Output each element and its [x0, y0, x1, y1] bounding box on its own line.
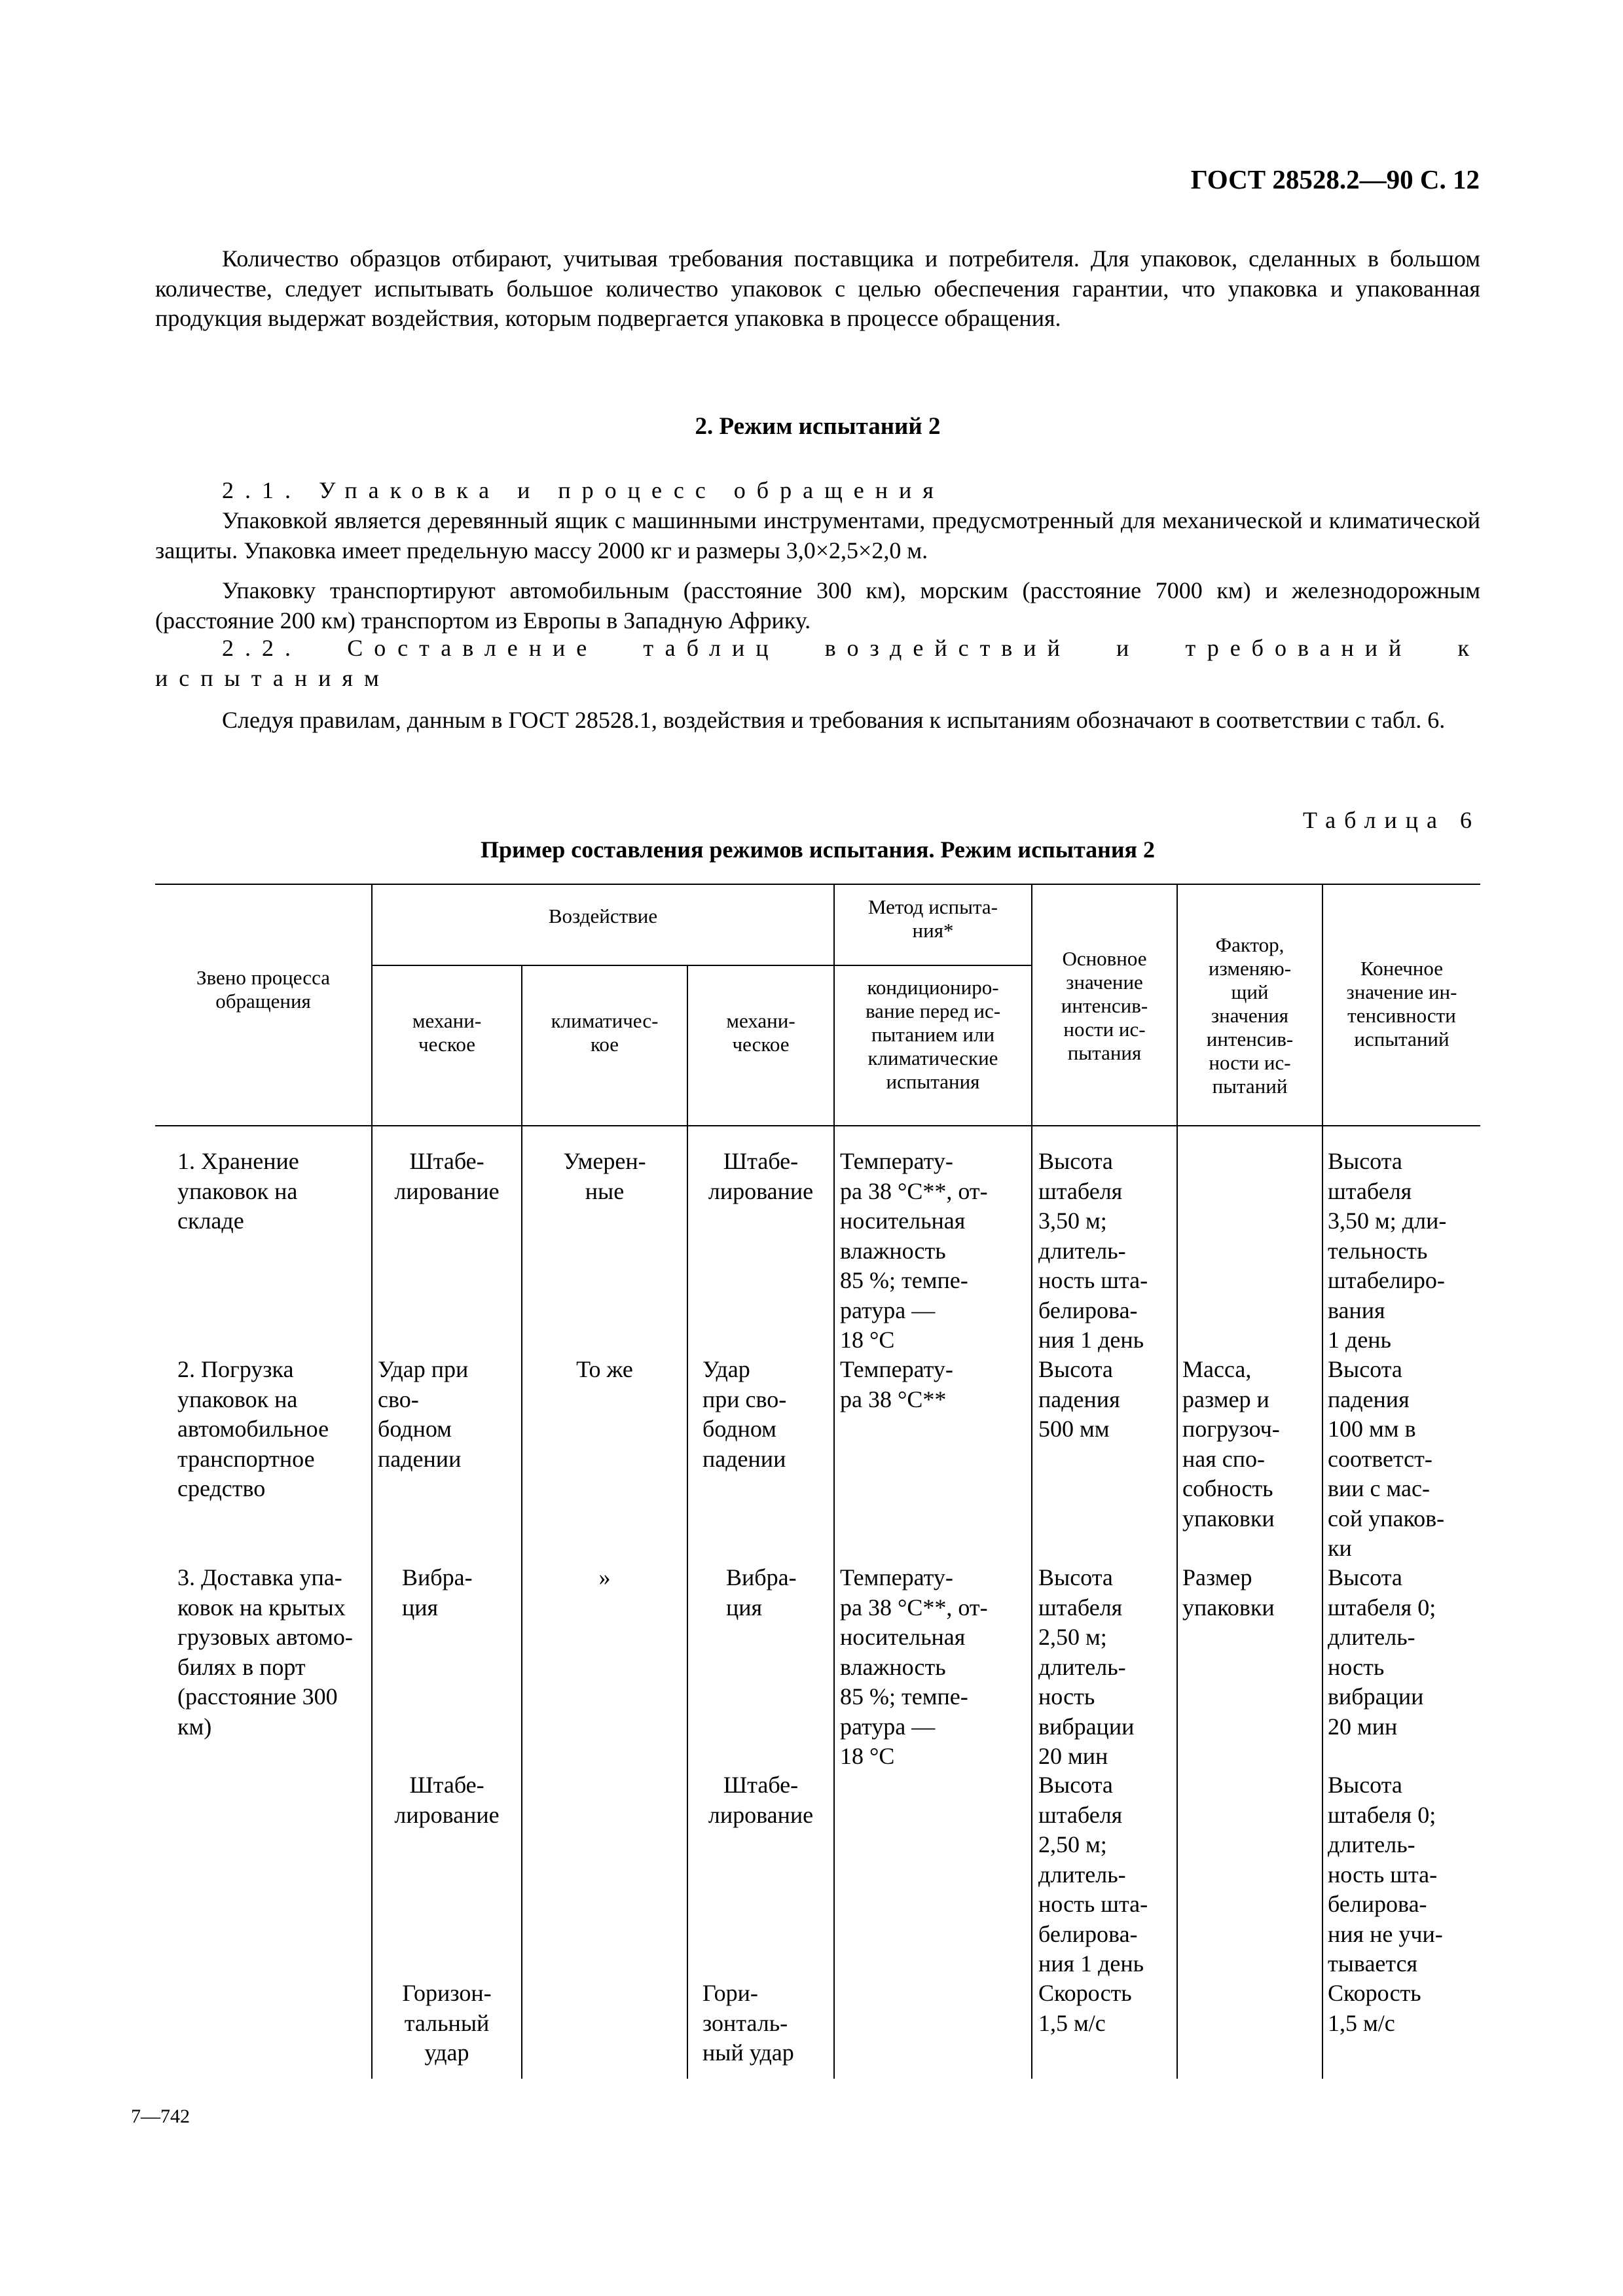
subsection-2-title: 2.2. Составление таблиц воздействий и требований к испытаниям — [155, 635, 1480, 691]
table-row-2-stage: 2. Погрузка упаковок на автомобильное транспортное средство — [177, 1356, 329, 1501]
table-row-3-mech2: Вибра- ция — [726, 1564, 797, 1621]
table-row-3-mech1: Вибра- ция — [402, 1564, 473, 1621]
table-row-1-stage: 1. Хранение упаковок на складе — [177, 1148, 299, 1234]
table-row-3-stage: 3. Доставка упа- ковок на крытых грузовых автомо- билях в порт (расстояние 300 км) — [177, 1564, 353, 1740]
table-row-2-mech1: Удар при сво- бодном падении — [378, 1356, 469, 1472]
vline-2 — [521, 965, 522, 2079]
header-effect-group: Воздействие — [548, 905, 658, 927]
table-row-2-final: Высота падения 100 мм в соответст- вии с мас- сой упаков- ки — [1328, 1356, 1445, 1561]
table-row-1-climatic: Умерен- ные — [563, 1148, 646, 1204]
page-header: ГОСТ 28528.2—90 С. 12 — [1190, 164, 1480, 194]
table-row-5-basic: Скорость 1,5 м/с — [1038, 1980, 1132, 2036]
table-row-3-basic: Высота штабеля 2,50 м; длитель- ность вибрации 20 мин — [1038, 1564, 1135, 1769]
subsection-2-para-1: Следуя правилам, данным в ГОСТ 28528.1, воздействия и требования к испытаниям обозначают в соответствии с табл. 6. — [222, 707, 1446, 733]
table-row-3-factor: Размер упаковки — [1182, 1564, 1275, 1621]
table-row-2-mech2: Удар при сво- бодном падении — [702, 1356, 787, 1472]
table-row-1-basic: Высота штабеля 3,50 м; длитель- ность шта- белирова- ния 1 день — [1038, 1148, 1148, 1353]
table-row-2-climatic: То же — [576, 1356, 633, 1382]
table-row-2-basic: Высота падения 500 мм — [1038, 1356, 1120, 1442]
section-heading: 2. Режим испытаний 2 — [695, 413, 941, 440]
table-row-3-conditioning: Температу- ра 38 °С**, от- носительная влажность 85 %; темпе- ратура — 18 °С — [840, 1564, 988, 1769]
vline-1 — [371, 884, 373, 2079]
table-row-2-factor: Масса, размер и погрузоч- ная спо- собность упаковки — [1182, 1356, 1280, 1532]
header-effect-mechanical-2: механи- ческое — [726, 1009, 795, 1056]
table-row-4-basic: Высота штабеля 2,50 м; длитель- ность шта- белирова- ния 1 день — [1038, 1772, 1148, 1977]
header-factor: Фактор, изменяю- щий значения интенсив- ности ис- пытаний — [1206, 933, 1294, 1098]
table-top-rule — [155, 884, 1480, 885]
table-title: Пример составления режимов испытания. Режим испытания 2 — [480, 836, 1156, 863]
subsection-1-para-2: Упаковку транспортируют автомобильным (расстояние 300 км), морским (расстояние 7000 км) и железнодорожным (расстояние 200 км) транспортом из Европы в Западную Африку. — [155, 577, 1480, 634]
test-mode-table — [155, 884, 1480, 2079]
table-row-4-mech1: Штабе- лирование — [394, 1772, 500, 1828]
table-row-3-climatic: » — [598, 1564, 611, 1590]
subsection-1-title: 2.1. Упаковка и процесс обращения — [222, 477, 945, 503]
header-subrule-effect — [373, 965, 1031, 966]
header-stage: Звено процесса обращения — [196, 966, 330, 1013]
table-row-2-conditioning: Температу- ра 38 °С** — [840, 1356, 953, 1412]
header-final-intensity: Конечное значение ин- тенсивности испытаний — [1346, 957, 1457, 1050]
table-row-3-final: Высота штабеля 0; длитель- ность вибрации 20 мин — [1328, 1564, 1436, 1740]
table-row-1-mech1: Штабе- лирование — [394, 1148, 500, 1204]
header-effect-climatic: климатичес- кое — [551, 1009, 659, 1056]
table-row-5-mech2: Гори- зонталь- ный удар — [702, 1980, 794, 2066]
header-basic-intensity: Основное значение интенсив- ности ис- пытания — [1061, 947, 1148, 1064]
intro-paragraph: Количество образцов отбирают, учитывая требования поставщика и потребителя. Для упаковок, сделанных в большом количестве, следует испытывать большое количество упаковок с целью обеспечения гарантии, что упаковка и упакованная продукция выдержат воздействия, которым подвергается упаковка в процессе обращения. — [155, 245, 1480, 331]
header-conditioning: кондициониро- вание перед ис- пытанием или климатические испытания — [865, 976, 1001, 1093]
table-row-1-final: Высота штабеля 3,50 м; дли- тельность штабелиро- вания 1 день — [1328, 1148, 1447, 1353]
header-bottom-rule — [155, 1125, 1480, 1126]
table-row-1-conditioning: Температу- ра 38 °С**, от- носительная влажность 85 %; темпе- ратура — 18 °С — [840, 1148, 988, 1353]
header-method-group: Метод испыта- ния* — [868, 895, 998, 942]
page-footer-code: 7—742 — [131, 2106, 190, 2127]
header-effect-mechanical-1: механи- ческое — [412, 1009, 482, 1056]
table-row-5-final: Скорость 1,5 м/с — [1328, 1980, 1421, 2036]
vline-3 — [687, 965, 688, 2079]
vline-7 — [1322, 884, 1323, 2079]
table-row-1-mech2: Штабе- лирование — [708, 1148, 814, 1204]
subsection-1-para-1: Упаковкой является деревянный ящик с машинными инструментами, предусмотренный для механической и климатической защиты. Упаковка имеет предельную массу 2000 кг и размеры 3,0×2,5×2,0 м. — [155, 507, 1480, 564]
table-row-5-mech1: Горизон- тальный удар — [402, 1980, 492, 2066]
table-row-4-mech2: Штабе- лирование — [708, 1772, 814, 1828]
table-label: Таблица 6 — [1303, 807, 1480, 833]
table-row-4-final: Высота штабеля 0; длитель- ность шта- белирова- ния не учи- тывается — [1328, 1772, 1443, 1977]
